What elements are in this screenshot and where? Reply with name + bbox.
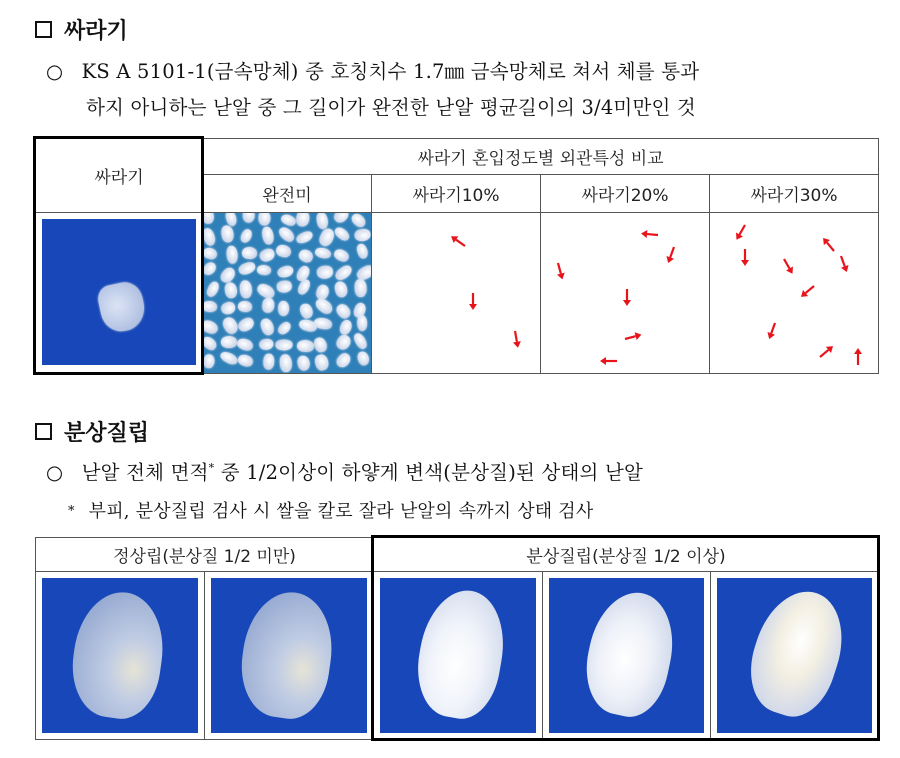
checkbox-icon [35, 423, 52, 440]
footnote-text: 부피, 분상질립 검사 시 쌀을 칼로 잘라 낟알의 속까지 상태 검사 [88, 501, 594, 522]
header-broken-rice: 싸라기 [36, 139, 203, 213]
rice-grain [205, 280, 221, 299]
arrow-icon [664, 246, 677, 265]
rice-grain [203, 246, 218, 261]
rice-grain [203, 213, 215, 225]
rice-grain [333, 301, 352, 320]
section-heading-broken-rice [35, 14, 128, 45]
footnote-mark: * [208, 461, 215, 475]
rice-grain [295, 354, 310, 371]
arrow-icon [820, 235, 837, 253]
rice-grain [333, 263, 354, 283]
chalky-grain-photo-3 [711, 572, 879, 740]
arrows-10pct [372, 213, 541, 374]
rice-grain [334, 332, 353, 352]
rice-grain [263, 353, 275, 369]
rice-grain [332, 247, 350, 263]
rice-grain [258, 213, 271, 226]
broken-rice-photo [42, 219, 196, 365]
rice-grain [314, 317, 333, 331]
rice-grain [332, 213, 351, 225]
rice-grain [259, 316, 276, 336]
rice-grain [236, 316, 256, 334]
rice-grain [258, 338, 274, 351]
col-header-30pct: 싸라기30% [710, 175, 879, 213]
rice-grain [297, 248, 315, 265]
rice-grain [295, 213, 310, 227]
arrow-icon [469, 293, 477, 310]
rice-grain [334, 351, 353, 370]
rice-grain [257, 264, 272, 275]
circle-bullet-icon: ○ [46, 461, 64, 484]
broken-grain-image [95, 279, 148, 335]
rice-grain [203, 300, 218, 312]
rice-grain [219, 300, 236, 316]
broken-20pct-cell [541, 213, 710, 374]
footnote-asterisk: * [68, 504, 75, 519]
rice-grain [275, 244, 293, 260]
rice-grain [239, 280, 253, 299]
arrow-icon [449, 233, 468, 249]
chalky-grain-image [577, 585, 683, 723]
broken-rice-comparison-table [35, 138, 879, 374]
rice-grain [236, 353, 253, 368]
rice-grain [261, 297, 275, 313]
broken-10pct-cell [372, 213, 541, 374]
rice-grain [297, 340, 315, 353]
rice-grain [276, 280, 292, 293]
arrow-icon [554, 262, 566, 280]
definition-text-2: 하지 아니하는 낟알 중 그 길이가 완전한 낟알 평균길이의 3/4미만인 것 [86, 96, 696, 119]
arrow-icon [641, 230, 659, 239]
chalky-grain-image [738, 580, 857, 726]
rice-grain [316, 265, 333, 279]
chalky-grain-photo-2 [543, 572, 711, 740]
rice-grain [354, 279, 367, 297]
rice-grain [355, 228, 371, 242]
arrow-icon [624, 331, 642, 343]
arrow-icon [623, 289, 631, 306]
col-header-20pct: 싸라기20% [541, 175, 710, 213]
header-comparison: 싸라기 혼입정도별 외관특성 비교 [203, 139, 879, 175]
rice-grain [313, 353, 329, 372]
rice-grain [313, 335, 330, 354]
rice-grain [355, 242, 369, 259]
footnote-line [68, 497, 593, 523]
rice-grain [203, 335, 219, 353]
arrow-icon [733, 223, 748, 242]
rice-grain [220, 225, 234, 244]
rice-grain [314, 295, 336, 316]
chalky-text-post: 중 1/2이상이 하얗게 변색(분상질)된 상태의 낟알 [214, 461, 644, 484]
rice-grain [276, 224, 296, 244]
whole-rice-photo [203, 213, 371, 373]
section-title: 싸라기 [64, 18, 128, 44]
rice-grain [260, 226, 274, 246]
arrow-icon [765, 322, 778, 341]
arrow-icon [781, 257, 796, 276]
bullet-definition-line1 [46, 56, 699, 84]
rice-grain [294, 228, 314, 245]
arrow-icon [600, 357, 617, 365]
arrow-icon [511, 330, 522, 348]
rice-grain [203, 318, 220, 336]
rice-grain [278, 301, 289, 316]
arrow-icon [741, 249, 749, 266]
bullet-definition-chalky [46, 457, 643, 485]
col-header-whole-rice: 완전미 [203, 175, 372, 213]
rice-grain [219, 350, 239, 367]
rice-grain [238, 301, 253, 314]
rice-grain [316, 213, 330, 229]
rice-grain [203, 260, 218, 278]
chalky-rice-table [35, 537, 879, 740]
rice-grain [314, 246, 332, 259]
chalky-grain-image [410, 584, 513, 724]
definition-text-1: KS A 5101-1(금속망체) 중 호칭치수 1.7㎜ 금속망체로 쳐서 체를 통과 [81, 60, 700, 83]
arrow-icon [817, 343, 835, 360]
header-normal-grain: 정상립(분상질 1/2 미만) [36, 538, 374, 572]
rice-grain [242, 213, 254, 223]
rice-grain [276, 319, 294, 336]
rice-grain [333, 280, 349, 298]
arrows-20pct [541, 213, 710, 374]
chalky-grain-photo-1 [374, 572, 543, 740]
arrow-icon [798, 283, 816, 300]
rice-grain [279, 354, 293, 373]
rice-grain [242, 246, 257, 259]
rice-grain [333, 225, 352, 243]
rice-grain [275, 340, 293, 351]
col-header-10pct: 싸라기10% [372, 175, 541, 213]
normal-grain-image [66, 586, 171, 723]
rice-grain [203, 226, 217, 246]
section-heading-chalky-rice [35, 416, 149, 447]
arrow-icon [854, 348, 862, 365]
normal-grain-image [235, 586, 340, 723]
normal-grain-photo-2 [205, 572, 374, 740]
rice-grain [226, 245, 239, 264]
broken-rice-photo-cell [36, 213, 203, 374]
rice-grain [276, 264, 295, 280]
arrows-30pct [710, 213, 879, 374]
chalky-text-pre: 낟알 전체 면적 [81, 461, 209, 484]
rice-grain [258, 247, 276, 264]
rice-grain [350, 213, 369, 229]
rice-grain [279, 213, 296, 227]
arrow-icon [837, 255, 850, 274]
checkbox-icon [35, 21, 52, 38]
section-title: 분상질립 [64, 420, 150, 446]
circle-bullet-icon: ○ [46, 60, 64, 83]
rice-grain [239, 227, 254, 244]
header-chalky-grain: 분상질립(분상질 1/2 이상) [374, 538, 879, 572]
broken-30pct-cell [710, 213, 879, 374]
rice-grain [223, 281, 238, 298]
rice-grain [352, 331, 369, 351]
rice-grain [203, 354, 215, 369]
normal-grain-photo-1 [36, 572, 205, 740]
whole-rice-photo-cell [203, 213, 372, 374]
rice-grain [356, 315, 367, 332]
rice-grain [238, 261, 257, 277]
rice-grain [355, 350, 370, 367]
rice-grain [299, 302, 315, 320]
rice-grain [236, 337, 255, 353]
rice-grain [221, 336, 237, 348]
